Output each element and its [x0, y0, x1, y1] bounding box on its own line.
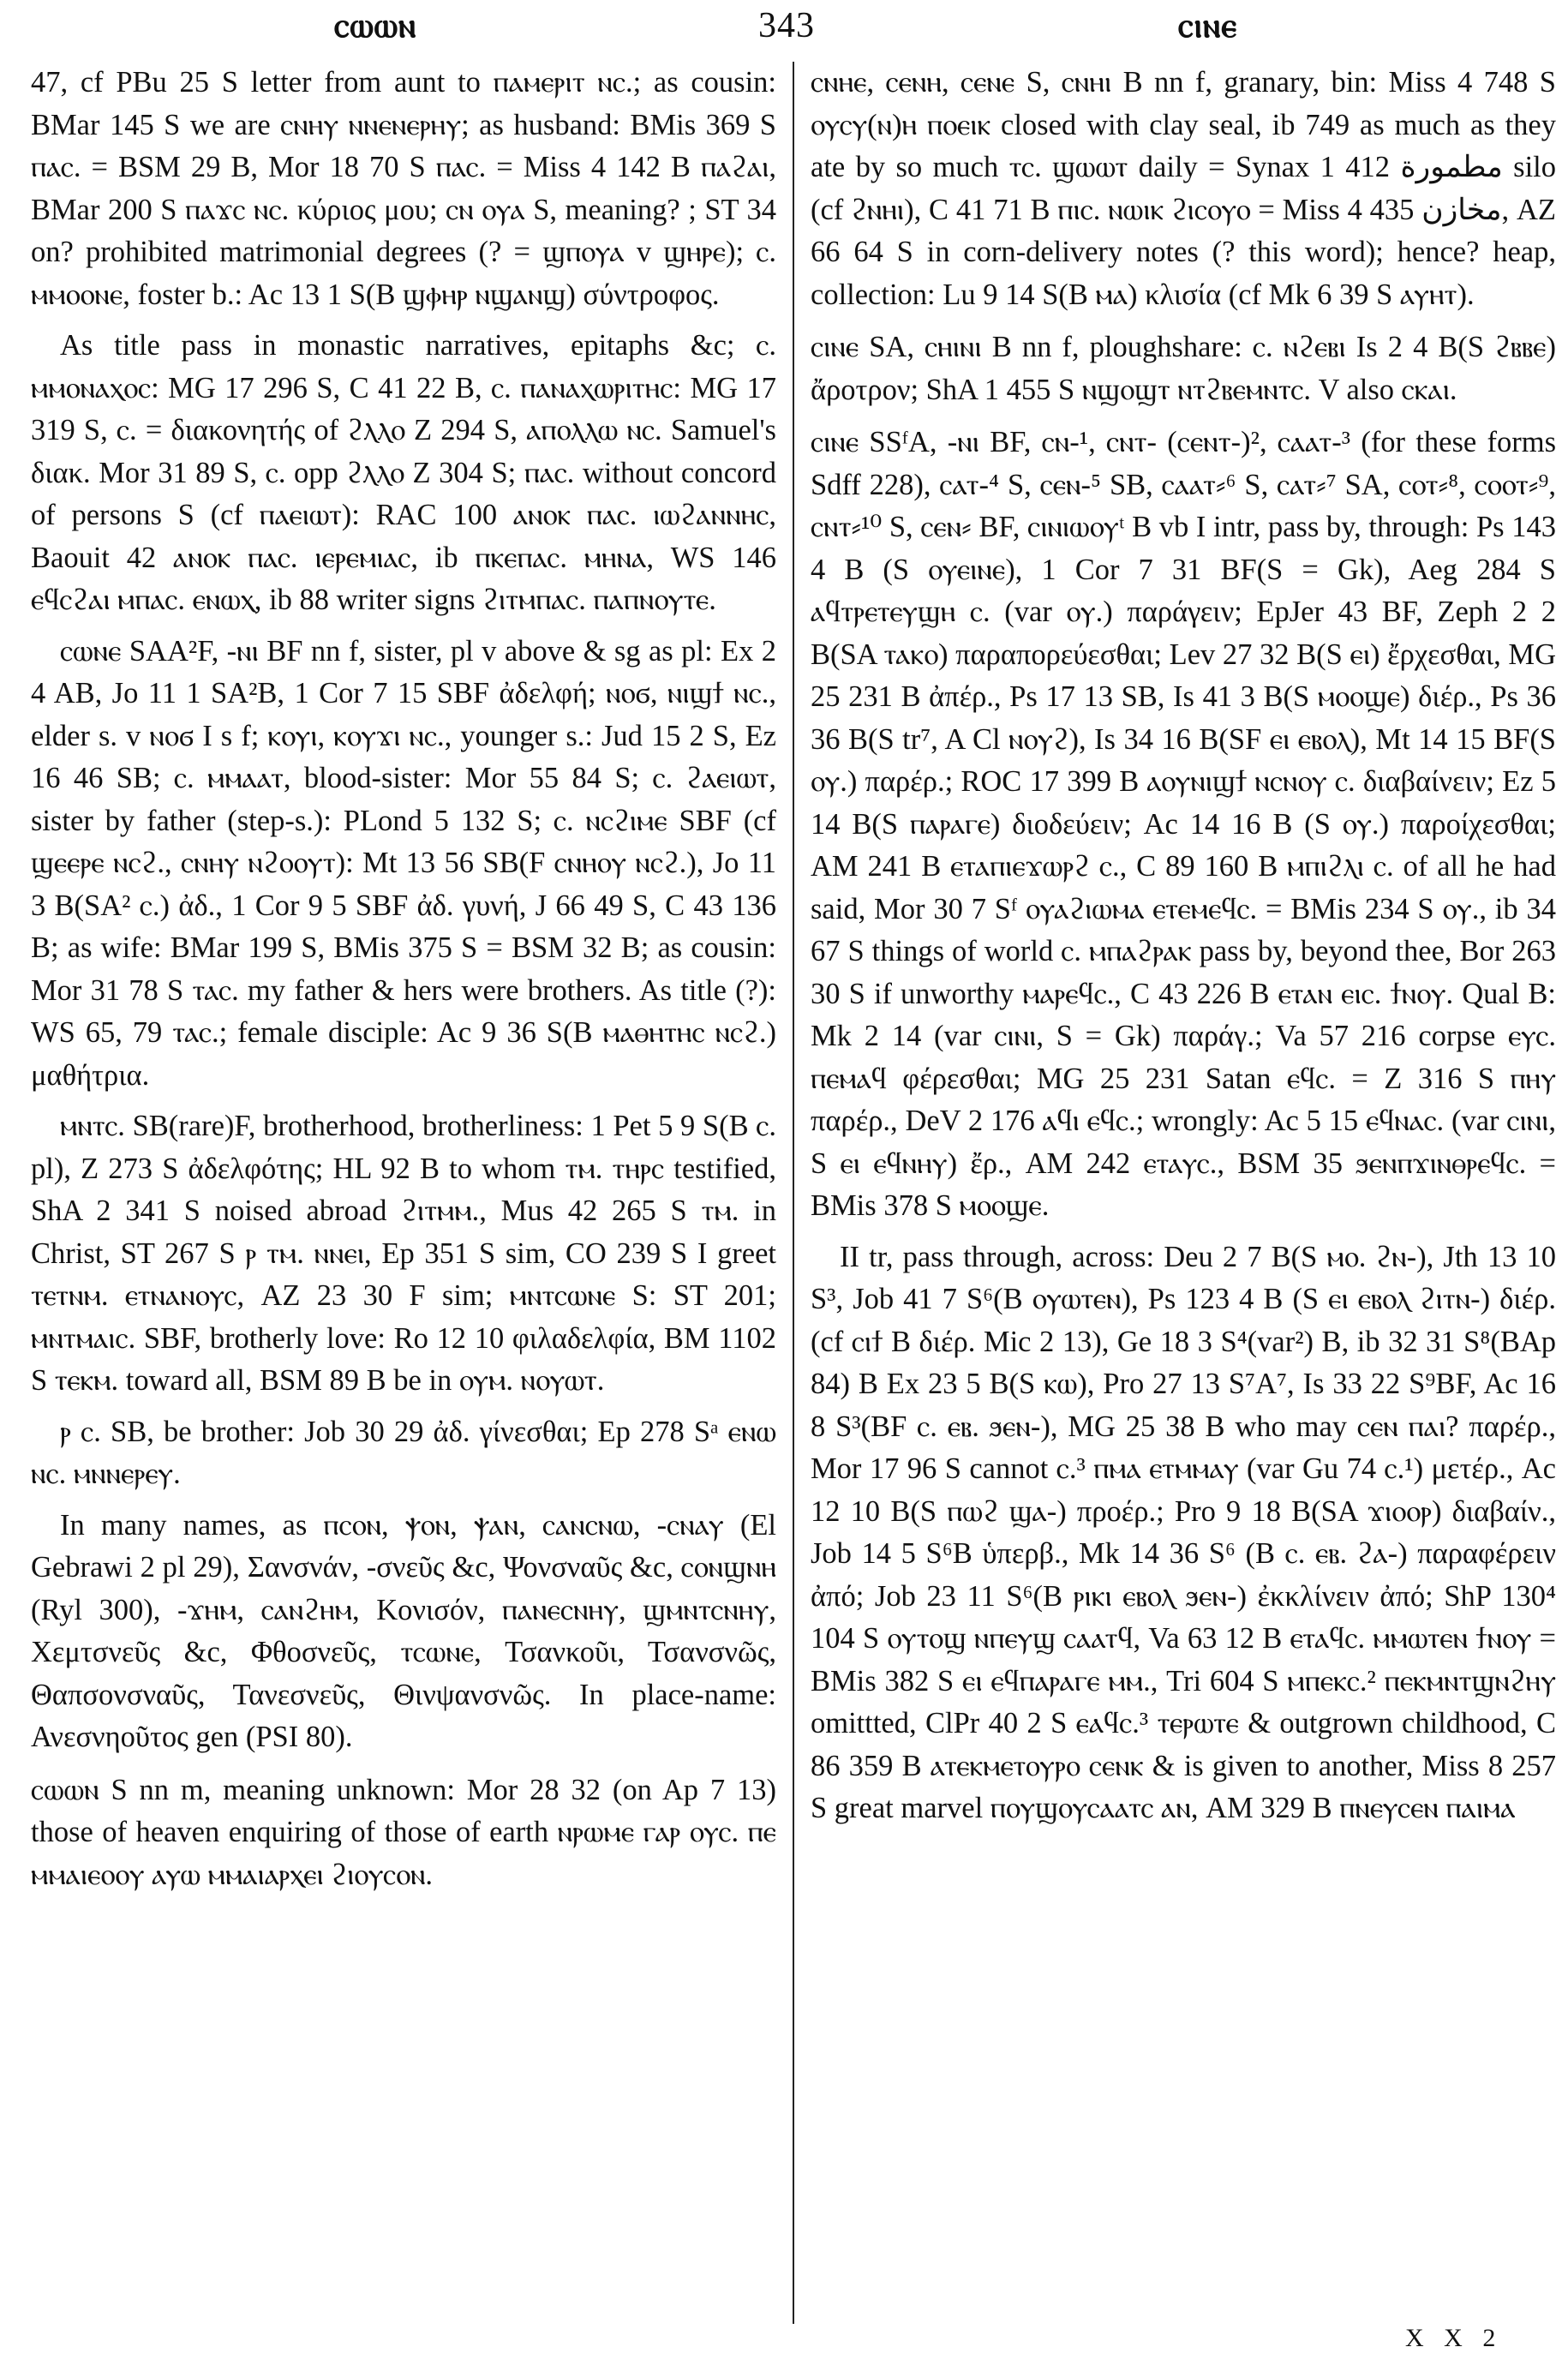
- right-column: [811, 62, 1556, 1839]
- entry-paragraph: In many names, as ⲡⲥⲟⲛ, ⲯⲟⲛ, ⲯⲁⲛ, ⲥⲁⲛⲥⲛⲱ, -ⲥⲛⲁⲩ (El Gebrawi 2 pl 29), Σανσνάν, -σνεῦς &c, Ψονσναῦς &c, ⲥⲟⲛϣⲛⲏ (Ryl 300), -ϫⲏⲙ, ⲥⲁⲛϩⲏⲙ, Κονισόν, ⲡⲁⲛⲉⲥⲛⲏⲩ, ϣⲙⲛⲧⲥⲛⲏⲩ, Χεμτσνεῦς &c, Φθοσνεῦς, ⲧⲥⲱⲛⲉ, Τσανκοῦι, Τσανσνῶς, Θαπσονσναῦς, Τανεσνεῦς, Θινψανσνῶς. In place-name: Ανεσνηοῦτος gen (PSI 80).: [31, 1508, 776, 1753]
- page-number: 343: [758, 6, 815, 45]
- entry-paragraph: As title pass in monastic narratives, epitaphs &c; ⲥ. ⲙⲙⲟⲛⲁⲭⲟⲥ: MG 17 296 S, C 41 22 B, ⲥ. ⲡⲁⲛⲁⲭⲱⲣⲓⲧⲏⲥ: MG 17 319 S, ⲥ. = διακονητής of ϩⲗⲗⲟ Z 294 S, ⲁⲡⲟⲗⲗⲱ ⲛⲥ. Samuel's διακ. Mor 31 89 S, ⲥ. opp ϩⲗⲗⲟ Z 304 S; ⲡⲁⲥ. without concord of persons S (cf ⲡⲁⲉⲓⲱⲧ): RAC 100 ⲁⲛⲟⲕ ⲡⲁⲥ. ⲓⲱϩⲁⲛⲛⲏⲥ, Baouit 42 ⲁⲛⲟⲕ ⲡⲁⲥ. ⲓⲉⲣⲉⲙⲓⲁⲥ, ib ⲡⲕⲉⲡⲁⲥ. ⲙⲏⲛⲁ, WS 146 ⲉϥⲥϩⲁⲓ ⲙⲡⲁⲥ. ⲉⲛⲱⲭ, ib 88 writer signs ϩⲓⲧⲙⲡⲁⲥ. ⲡⲁⲡⲛⲟⲩⲧⲉ.: [31, 329, 776, 616]
- header-right-word: ⲥⲓⲛⲉ: [1178, 6, 1238, 45]
- entry-paragraph: ⲙⲛⲧⲥ. SB(rare)F, brotherhood, brotherliness: 1 Pet 5 9 S(B ⲥ. pl), Z 273 S ἀδελφότης; HL 92 B to whom ⲧⲙ. ⲧⲏⲣⲥ testified, ShA 2 341 S noised abroad ϩⲓⲧⲙⲙ., Mus 42 265 S ⲧⲙ. in Christ, ST 267 S ⲣ ⲧⲙ. ⲛⲛⲉⲓ, Ep 351 S sim, CO 239 S I greet ⲧⲉⲧⲛⲙ. ⲉⲧⲛⲁⲛⲟⲩⲥ, AZ 23 30 F sim; ⲙⲛⲧⲥⲱⲛⲉ S: ST 201; ⲙⲛⲧⲙⲁⲓⲥ. SBF, brotherly love: Ro 12 10 φιλαδελφία, BM 1102 S ⲧⲉⲕⲙ. toward all, BSM 89 B be in ⲟⲩⲙ. ⲛⲟⲩⲱⲧ.: [31, 1110, 776, 1397]
- entry-paragraph: ⲥⲓⲛⲉ SA, ⲥⲏⲓⲛⲓ B nn f, ploughshare: ⲥ. ⲛϩⲉⲃⲓ Is 2 4 B(S ϩⲃⲃⲉ) ἄροτρον; ShA 1 455 S ⲛϣⲟϣⲧ ⲛⲧϩⲃⲉⲙⲛⲧⲥ. V also ⲥⲕⲁⲓ.: [811, 331, 1556, 406]
- entry-paragraph: ⲥⲛⲏⲉ, ⲥⲉⲛⲏ, ⲥⲉⲛⲉ S, ⲥⲛⲏⲓ B nn f, granary, bin: Miss 4 748 S ⲟⲩⲥⲩ(ⲛ)ⲏ ⲡⲟⲉⲓⲕ closed with clay seal, ib 749 as much as they ate by so much ⲧⲥ. ϣⲱⲱⲧ daily = Synax 1 412 مطمورة silo (cf ϩⲛⲏⲓ), C 41 71 B ⲡⲓⲥ. ⲛⲱⲓⲕ ϩⲓⲥⲟⲩⲟ = Miss 4 435 مخازن, AZ 66 64 S in corn-delivery notes (? this word); hence? heap, collection: Lu 9 14 S(B ⲙⲁ) κλισία (cf Mk 6 39 S ⲁⲩⲏⲧ).: [811, 66, 1556, 311]
- entry-paragraph: II tr, pass through, across: Deu 2 7 B(S ⲙⲟ. ϩⲛ-), Jth 13 10 S³, Job 41 7 S⁶(B ⲟⲩⲱⲧⲉⲛ), Ps 123 4 B (S ⲉⲓ ⲉⲃⲟⲗ ϩⲓⲧⲛ-) διέρ. (cf ⲥⲓϯ B διέρ. Mic 2 13), Ge 18 3 S⁴(var²) B, ib 32 31 S⁸(BAp 84) B Ex 23 5 B(S ⲕⲱ), Pro 27 13 S⁷A⁷, Is 33 22 S⁹BF, Ac 16 8 S³(BF ⲥ. ⲉⲃ. ϧⲉⲛ-), MG 25 38 B who may ⲥⲉⲛ ⲡⲁⲓ? παρέρ., Mor 17 96 S cannot ⲥ.³ ⲡⲙⲁ ⲉⲧⲙⲙⲁⲩ (var Gu 74 ⲥ.¹) μετέρ., Ac 12 10 B(S ⲡⲱϩ ϣⲁ-) προέρ.; Pro 9 18 B(SA ϫⲓⲟⲟⲣ) διαβαίν., Job 14 5 S⁶B ὑπερβ., Mk 14 36 S⁶ (B ⲥ. ⲉⲃ. ϩⲁ-) παραφέρειν ἀπό; Job 23 11 S⁶(B ⲣⲓⲕⲓ ⲉⲃⲟⲗ ϧⲉⲛ-) ἐκκλίνειν ἀπό; ShP 130⁴ 104 S ⲟⲩⲧⲟϣ ⲛⲡⲉⲩϣ ⲥⲁⲁⲧϥ, Va 63 12 B ⲉⲧⲁϥⲥ. ⲙⲙⲱⲧⲉⲛ ϯⲛⲟⲩ = BMis 382 S ⲉⲓ ⲉϥⲡⲁⲣⲁⲅⲉ ⲙⲙ., Tri 604 S ⲙⲡⲉⲕⲥ.² ⲡⲉⲕⲙⲛⲧϣⲛϩⲏⲩ omittted, ClPr 40 2 S ⲉⲁϥⲥ.³ ⲧⲉⲣⲱⲧⲉ & outgrown childhood, C 86 359 B ⲁⲧⲉⲕⲙⲉⲧⲟⲩⲣⲟ ⲥⲉⲛⲕ & is given to another, Miss 8 257 S great marvel ⲡⲟⲩϣⲟⲩⲥⲁⲁⲧⲥ ⲁⲛ, AM 329 B ⲡⲛⲉⲩⲥⲉⲛ ⲡⲁⲓⲙⲁ: [811, 1240, 1556, 1824]
- entry-paragraph: ⲥⲱⲱⲛ S nn m, meaning unknown: Mor 28 32 (on Ap 7 13) those of heaven enquiring of those of earth ⲛⲣⲱⲙⲉ ⲅⲁⲣ ⲟⲩⲥ. ⲡⲉ ⲙⲙⲁⲓⲉⲟⲟⲩ ⲁⲩⲱ ⲙⲙⲁⲓⲁⲣⲭⲉⲓ ϩⲓⲟⲩⲥⲟⲛ.: [31, 1773, 776, 1891]
- entry-paragraph: ⲣ ⲥ. SB, be brother: Job 30 29 ἀδ. γίνεσθαι; Ep 278 Sᵃ ⲉⲛⲱ ⲛⲥ. ⲙⲛⲛⲉⲣⲉⲩ.: [31, 1415, 776, 1490]
- column-divider: [793, 62, 794, 2324]
- entry-paragraph: ⲥⲱⲛⲉ SAA²F, -ⲛⲓ BF nn f, sister, pl v above & sg as pl: Ex 2 4 AB, Jo 11 1 SA²B, 1 Cor 7 15 SBF ἀδελφή; ⲛⲟϭ, ⲛⲓϣϯ ⲛⲥ., elder s. v ⲛⲟϭ I s f; ⲕⲟⲩⲓ, ⲕⲟⲩϫⲓ ⲛⲥ., younger s.: Jud 15 2 S, Ez 16 46 SB; ⲥ. ⲙⲙⲁⲁⲧ, blood-sister: Mor 55 84 S; ⲥ. ϩⲁⲉⲓⲱⲧ, sister by father (step-s.): PLond 5 132 S; ⲥ. ⲛⲥϩⲓⲙⲉ SBF (cf ϣⲉⲉⲣⲉ ⲛⲥϩ., ⲥⲛⲏⲩ ⲛϩⲟⲟⲩⲧ): Mt 13 56 SB(F ⲥⲛⲏⲟⲩ ⲛⲥϩ.), Jo 11 3 B(SA² ⲥ.) ἀδ., 1 Cor 9 5 SBF ἀδ. γυνή, J 66 49 S, C 43 136 B; as wife: BMar 199 S, BMis 375 S = BSM 32 B; as cousin: Mor 31 78 S ⲧⲁⲥ. my father & hers were brothers. As title (?): WS 65, 79 ⲧⲁⲥ.; female disciple: Ac 9 36 S(B ⲙⲁⲑⲏⲧⲏⲥ ⲛⲥϩ.) μαθήτρια.: [31, 634, 776, 1092]
- signature-mark: X X 2: [1405, 2324, 1503, 2352]
- entry-paragraph: 47, cf PBu 25 S letter from aunt to ⲡⲁⲙⲉⲣⲓⲧ ⲛⲥ.; as cousin: BMar 145 S we are ⲥⲛⲏⲩ ⲛⲛⲉⲛⲉⲣⲏⲩ; as husband: BMis 369 S ⲡⲁⲥ. = BSM 29 B, Mor 18 70 S ⲡⲁⲥ. = Miss 4 142 B ⲡⲁϩⲁⲓ, BMar 200 S ⲡⲁϫⲥ ⲛⲥ. κύριος μου; ⲥⲛ ⲟⲩⲁ S, meaning? ; ST 34 on? prohibited matrimonial degrees (? = ϣⲡⲟⲩⲁ v ϣⲏⲣⲉ); ⲥ. ⲙⲙⲟⲟⲛⲉ, foster b.: Ac 13 1 S(B ϣⲫⲏⲣ ⲛϣⲁⲛϣ) σύντροφος.: [31, 66, 776, 311]
- header-left-word: ⲥⲱⲱⲛ: [334, 6, 417, 45]
- entry-paragraph: ⲥⲓⲛⲉ SSᶠA, -ⲛⲓ BF, ⲥⲛ-¹, ⲥⲛⲧ- (ⲥⲉⲛⲧ-)², ⲥⲁⲁⲧ-³ (for these forms Sdff 228), ⲥⲁⲧ-⁴ S, ⲥⲉⲛ-⁵ SB, ⲥⲁⲁⲧ⸗⁶ S, ⲥⲁⲧ⸗⁷ SA, ⲥⲟⲧ⸗⁸, ⲥⲟⲟⲧ⸗⁹, ⲥⲛⲧ⸗¹⁰ S, ⲥⲉⲛ⸗ BF, ⲥⲓⲛⲓⲱⲟⲩᵗ B vb I intr, pass by, through: Ps 143 4 B (S ⲟⲩⲉⲓⲛⲉ), 1 Cor 7 31 BF(S = Gk), Aeg 284 S ⲁϥⲧⲣⲉⲧⲉⲩϣⲏ ⲥ. (var ⲟⲩ.) παράγειν; EpJer 43 BF, Zeph 2 2 B(SA ⲧⲁⲕⲟ) παραπορεύεσθαι; Lev 27 32 B(S ⲉⲓ) ἔρχεσθαι, MG 25 231 B ἀπέρ., Ps 17 13 SB, Is 41 3 B(S ⲙⲟⲟϣⲉ) διέρ., Ps 36 36 B(S tr⁷, A Cl ⲛⲟⲩϩ), Is 34 16 B(SF ⲉⲓ ⲉⲃⲟⲗ), Mt 14 15 BF(S ⲟⲩ.) παρέρ.; ROC 17 399 B ⲁⲟⲩⲛⲓϣϯ ⲛⲥⲛⲟⲩ ⲥ. διαβαίνειν; Ez 5 14 B(S ⲡⲁⲣⲁⲅⲉ) διοδεύειν; Ac 14 16 B (S ⲟⲩ.) παροίχεσθαι; AM 241 B ⲉⲧⲁⲡⲓⲉϫⲱⲣϩ ⲥ., C 89 160 B ⲙⲡⲓϩⲗⲓ ⲥ. of all he had said, Mor 30 7 Sᶠ ⲟⲩⲁϩⲓⲱⲙⲁ ⲉⲧⲉⲙⲉϥⲥ. = BMis 234 S ⲟⲩ., ib 34 67 S things of world ⲥ. ⲙⲡⲁϩⲣⲁⲕ pass by, beyond thee, Bor 263 30 S if unworthy ⲙⲁⲣⲉϥⲥ., C 43 226 B ⲉⲧⲁⲛ ⲉⲓⲥ. ϯⲛⲟⲩ. Qual B: Mk 2 14 (var ⲥⲓⲛⲓ, S = Gk) παράγ.; Va 57 216 corpse ⲉⲩⲥ. ⲡⲉⲙⲁϥ φέρεσθαι; MG 25 231 Satan ⲉϥⲥ. = Z 316 S ⲡⲏⲩ παρέρ., DeV 2 176 ⲁϥⲓ ⲉϥⲥ.; wrongly: Ac 5 15 ⲉϥⲛⲁⲥ. (var ⲥⲓⲛⲓ, S ⲉⲓ ⲉϥⲛⲏⲩ) ἔρ., AM 242 ⲉⲧⲁⲩⲥ., BSM 35 ϧⲉⲛⲡϫⲓⲛⲑⲣⲉϥⲥ. = BMis 378 S ⲙⲟⲟϣⲉ.: [811, 426, 1556, 1222]
- left-column: [31, 62, 776, 1905]
- running-head: [26, 5, 1542, 53]
